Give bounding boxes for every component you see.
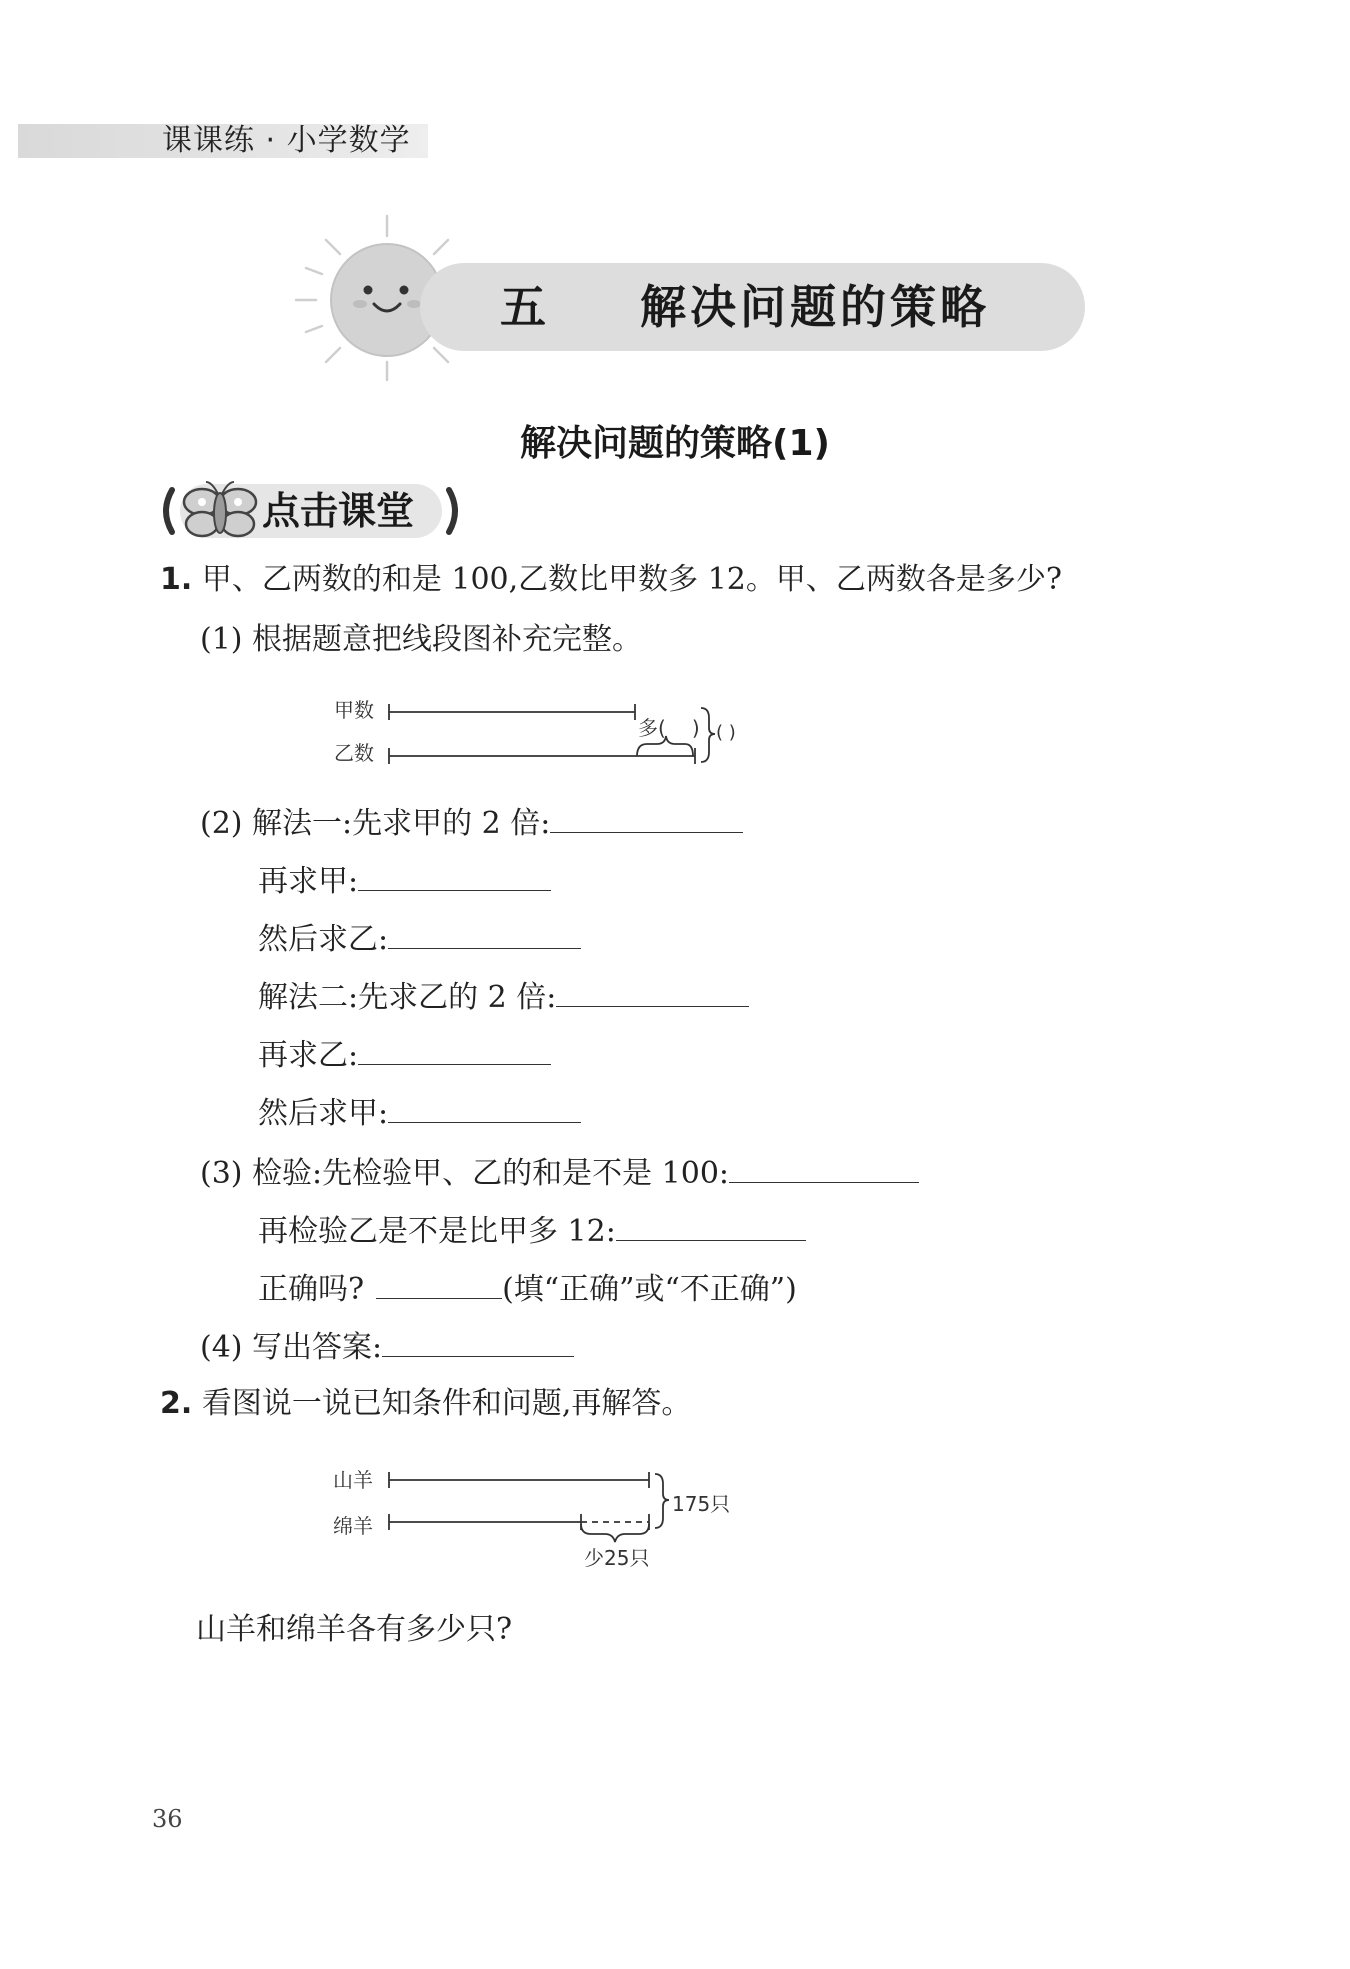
diagram2-less: 少25只 [584, 1546, 650, 1570]
q1-part2-line3: 然后求乙: [258, 918, 581, 960]
question-2-ask: 山羊和绵羊各有多少只? [196, 1612, 513, 1647]
q1-part3-line3: 正确吗? (填“正确”或“不正确”) [258, 1268, 797, 1310]
page-number: 36 [152, 1805, 183, 1833]
q1-part2-line4: 解法二:先求乙的 2 倍: [258, 976, 749, 1018]
q1-part2-line6: 然后求甲: [258, 1092, 581, 1134]
question-1-text: 甲、乙两数的和是 100,乙数比甲数多 12。甲、乙两数各是多少? [201, 562, 1062, 597]
section-label: 点击课堂 [262, 489, 415, 533]
question-2 [160, 1384, 691, 1424]
answer-blank[interactable] [358, 1034, 551, 1065]
diagram1-total: ( ) [716, 722, 736, 743]
question-2-text: 看图说一说已知条件和问题,再解答。 [201, 1386, 692, 1421]
question-2-number: 2. [160, 1386, 193, 1421]
q1-part2-line1: (2) 解法一:先求甲的 2 倍: [200, 802, 743, 844]
answer-blank[interactable] [388, 1092, 581, 1123]
q1-part1: (1) 根据题意把线段图补充完整。 [200, 622, 643, 657]
answer-blank[interactable] [358, 860, 551, 891]
answer-blank[interactable] [388, 918, 581, 949]
chapter-number: 五 [500, 280, 546, 334]
answer-blank[interactable] [376, 1268, 502, 1299]
diagram2-label-goat: 山羊 [333, 1468, 373, 1492]
lesson-title: 解决问题的策略(1) [520, 423, 830, 464]
chapter-title: 解决问题的策略 [640, 280, 990, 334]
series-title: 课课练 · 小学数学 [162, 123, 411, 158]
q1-part3-line1: (3) 检验:先检验甲、乙的和是不是 100: [200, 1152, 919, 1194]
answer-blank[interactable] [729, 1152, 919, 1183]
diagram1-more: 多( ) [638, 716, 700, 740]
question-1 [160, 560, 1062, 600]
diagram2-total: 175只 [672, 1492, 731, 1516]
answer-blank[interactable] [616, 1210, 806, 1241]
diagram2-label-sheep: 绵羊 [333, 1514, 373, 1538]
answer-blank[interactable] [550, 802, 743, 833]
q1-part3-line2: 再检验乙是不是比甲多 12: [258, 1210, 806, 1252]
series-header [18, 124, 428, 158]
q1-part4: (4) 写出答案: [200, 1326, 574, 1368]
answer-blank[interactable] [556, 976, 749, 1007]
diagram2-segments [385, 1468, 675, 1548]
question-1-number: 1. [160, 562, 193, 597]
diagram1-label-yi: 乙数 [334, 741, 374, 765]
q1-part2-line2: 再求甲: [258, 860, 551, 902]
q1-part2-line5: 再求乙: [258, 1034, 551, 1076]
diagram1-label-jia: 甲数 [334, 698, 374, 722]
answer-blank[interactable] [382, 1326, 574, 1357]
